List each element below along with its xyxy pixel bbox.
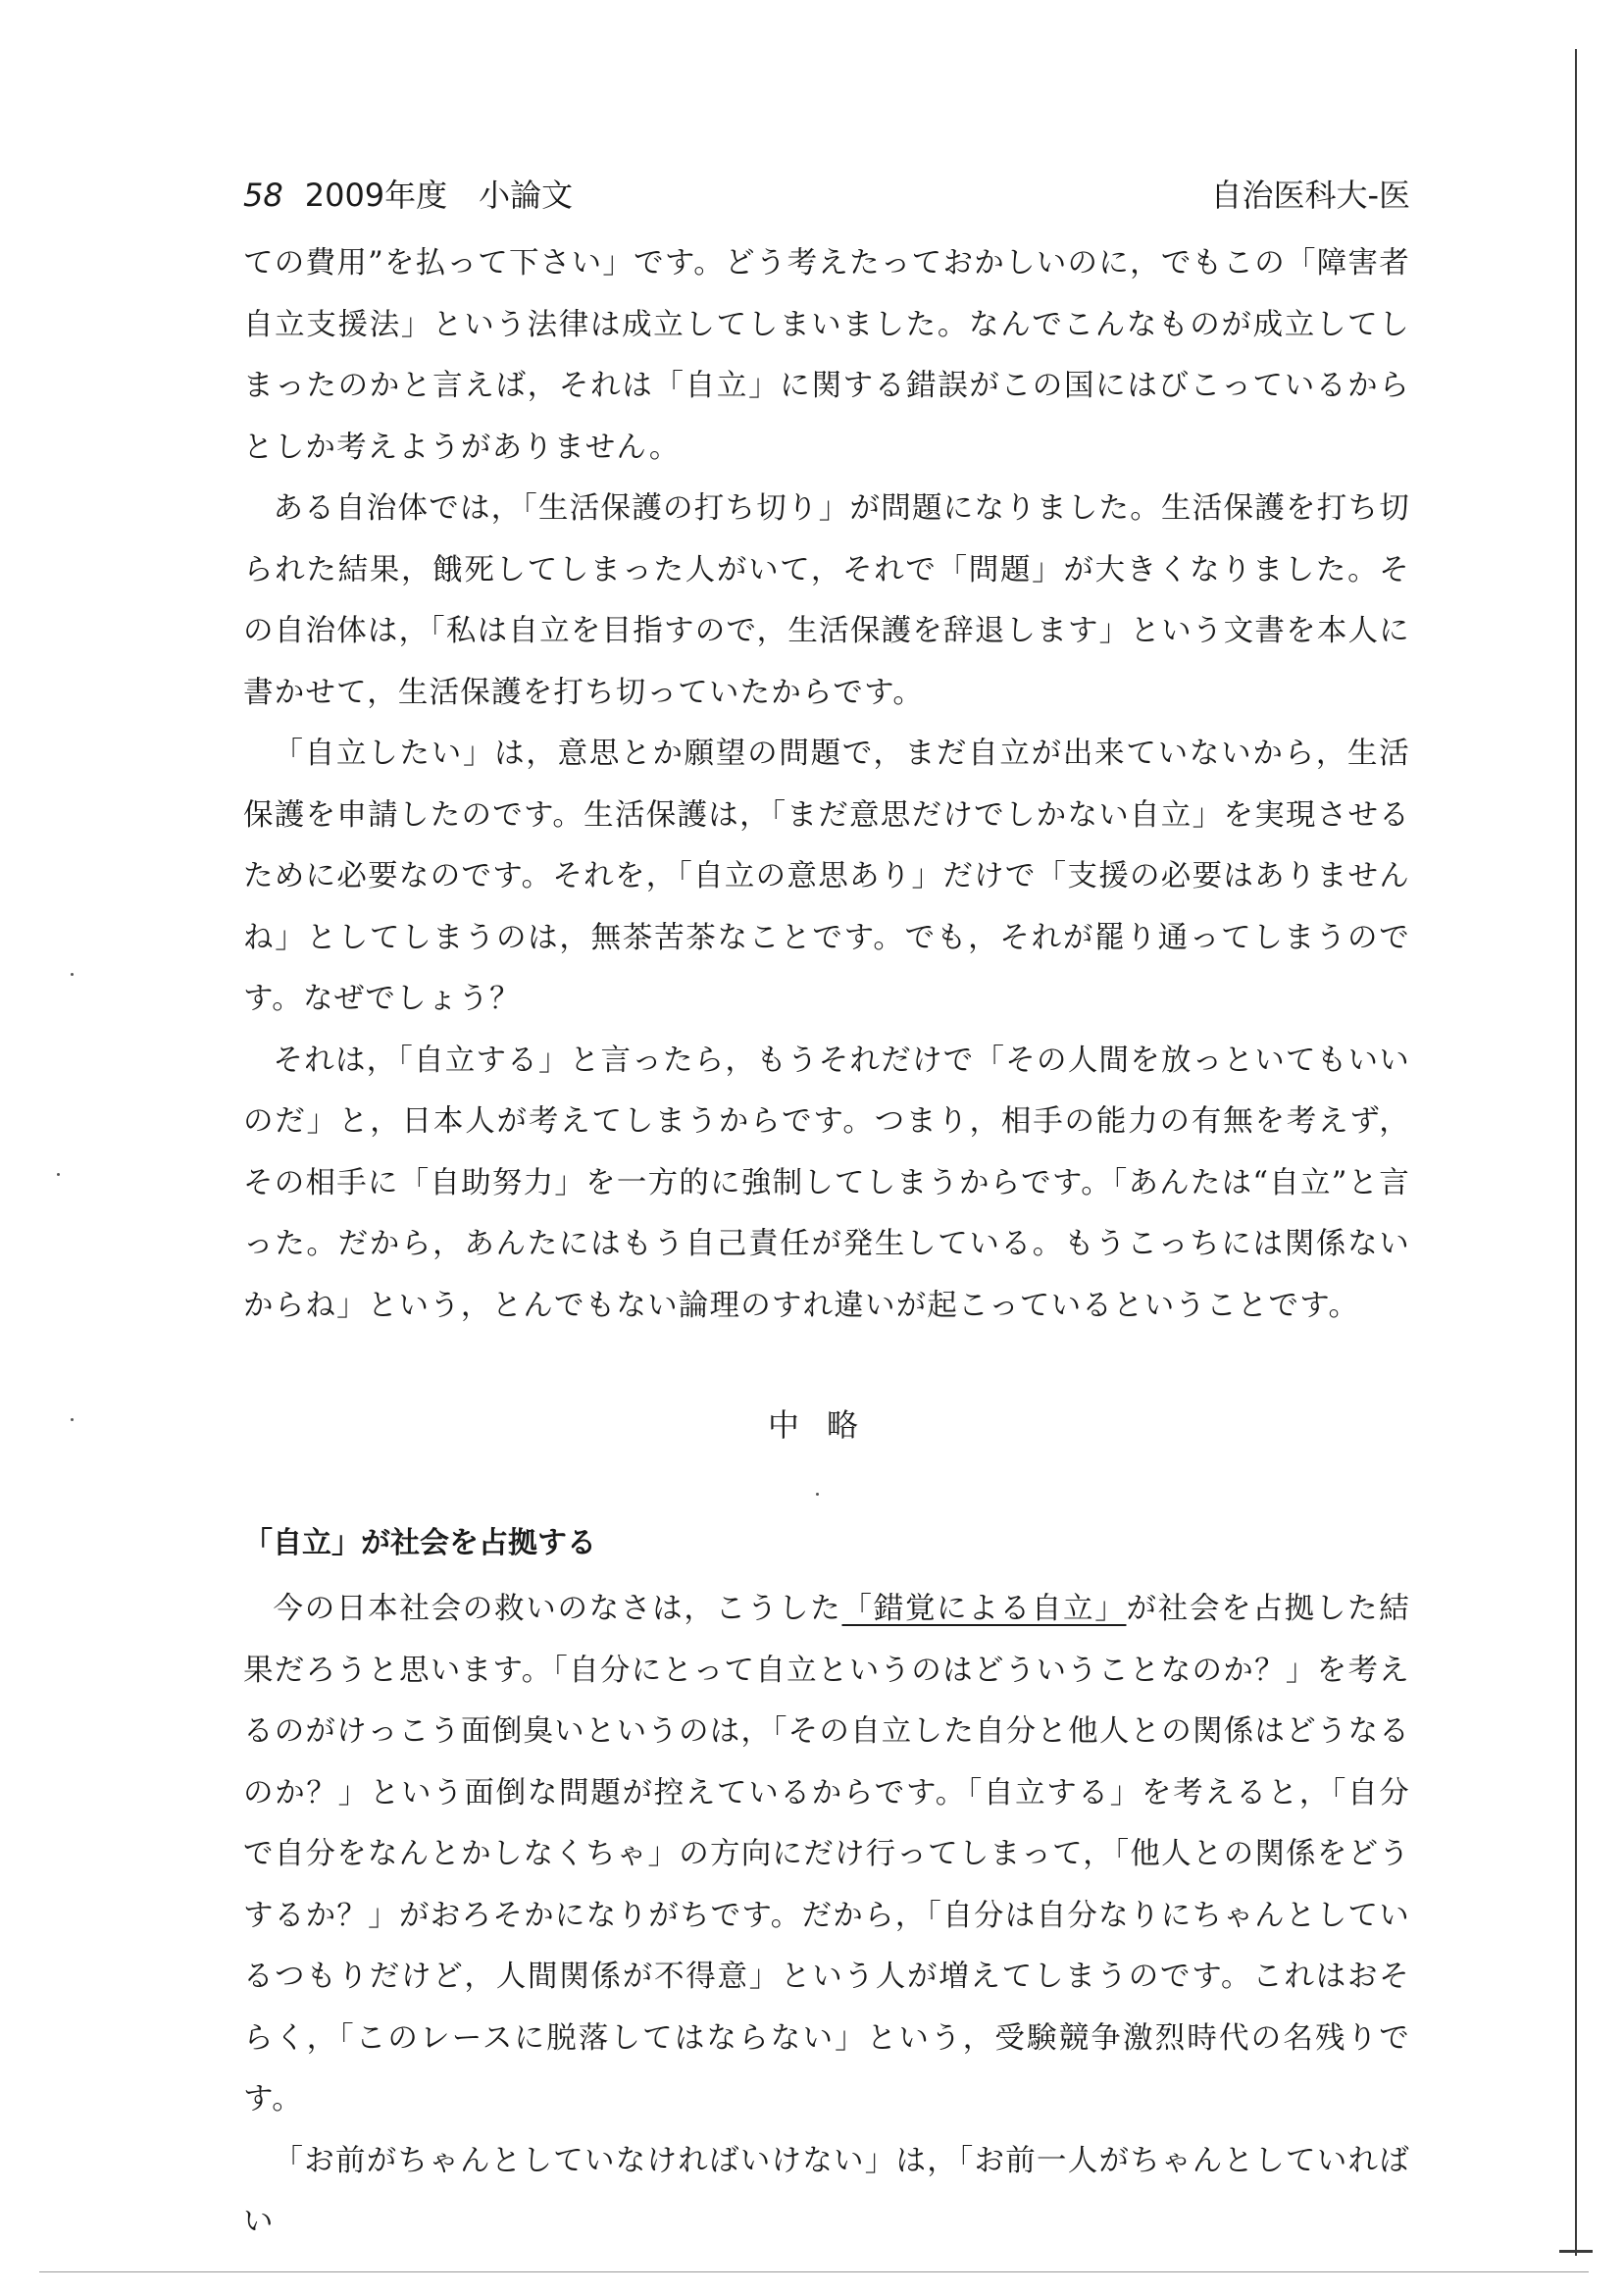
- header-left: [243, 171, 573, 216]
- body-text-part2: [243, 1579, 1410, 2254]
- paragraph-text: が社会を占拠した結果だろうと思います。「自分にとって自立というのはどういうことなのか？」を考えるのがけっこう面倒臭いというのは，「その自立した自分と他人との関係はどうなるのか？」という面倒な問題が控えているからです。「自立する」を考えると，「自分で自分をなんとかしなくちゃ」の方向にだけ行ってしまって，「他人との関係をどうするか？」がおろそかになりがちです。だから，「自分は自分なりにちゃんとしているつもりだけど，人間関係が不得意」という人が増えてしまうのです。これはおそらく，「このレースに脱落してはならない」という，受験競争激烈時代の名残りです。: [243, 1592, 1410, 2116]
- scan-speck: [71, 1418, 74, 1421]
- page-header: [243, 171, 1410, 220]
- scan-speck: [816, 1493, 819, 1496]
- scan-speck: [71, 973, 74, 976]
- paragraph-text: 今の日本社会の救いのなさは，こうした: [273, 1592, 842, 1626]
- scan-bottom-edge: [39, 2271, 1589, 2272]
- page-number: 58: [243, 177, 283, 214]
- body-text-part1: [243, 233, 1410, 1337]
- section-heading: 「自立」が社会を占拠する: [243, 1526, 596, 1560]
- scan-edge-mark: [1559, 2250, 1593, 2253]
- scan-edge-line: [1575, 49, 1577, 2256]
- paragraph: 「お前がちゃんとしていなければいけない」は，「お前一人がちゃんとしていればい: [243, 2143, 1410, 2239]
- paragraph: ての費用”を払って下さい」です。どう考えたっておかしいのに，でもこの「障害者自立支援法」という法律は成立してしまいました。なんでこんなものが成立してしまったのかと言えば，それは「自立」に関する錯誤がこの国にはびこっているからとしか考えようがありません。: [243, 246, 1410, 465]
- paragraph: ある自治体では，「生活保護の打ち切り」が問題になりました。生活保護を打ち切られた結果，餓死してしまった人がいて，それで「問題」が大きくなりました。その自治体は，「私は自立を目指すので，生活保護を辞退します」という文書を本人に書かせて，生活保護を打ち切っていたからです。: [243, 491, 1410, 710]
- exam-year-title: 2009年度 小論文: [304, 177, 574, 214]
- scan-speck: [57, 1173, 60, 1176]
- omission-mark: 中略: [767, 1406, 886, 1444]
- underlined-phrase: 「錯覚による自立」: [841, 1592, 1127, 1626]
- paragraph: 「自立したい」は，意思とか願望の問題で，まだ自立が出来ていないから，生活保護を申請したのです。生活保護は，「まだ意思だけでしかない自立」を実現させるために必要なのです。それを，「自立の意思あり」だけで「支援の必要はありませんね」としてしまうのは，無茶苦茶なことです。でも，それが罷り通ってしまうのです。なぜでしょう？: [243, 737, 1410, 1016]
- paragraph: それは，「自立する」と言ったら，もうそれだけで「その人間を放っといてもいいのだ」と，日本人が考えてしまうからです。つまり，相手の能力の有無を考えず，その相手に「自助努力」を一方的に強制してしまうからです。「あんたは“自立”と言った。だから，あんたにはもう自己責任が発生している。もうこっちには関係ないからね」という，とんでもない論理のすれ違いが起こっているということです。: [243, 1043, 1410, 1323]
- paragraph: [243, 1579, 1410, 2131]
- university-title: 自治医科大-医: [1210, 177, 1410, 214]
